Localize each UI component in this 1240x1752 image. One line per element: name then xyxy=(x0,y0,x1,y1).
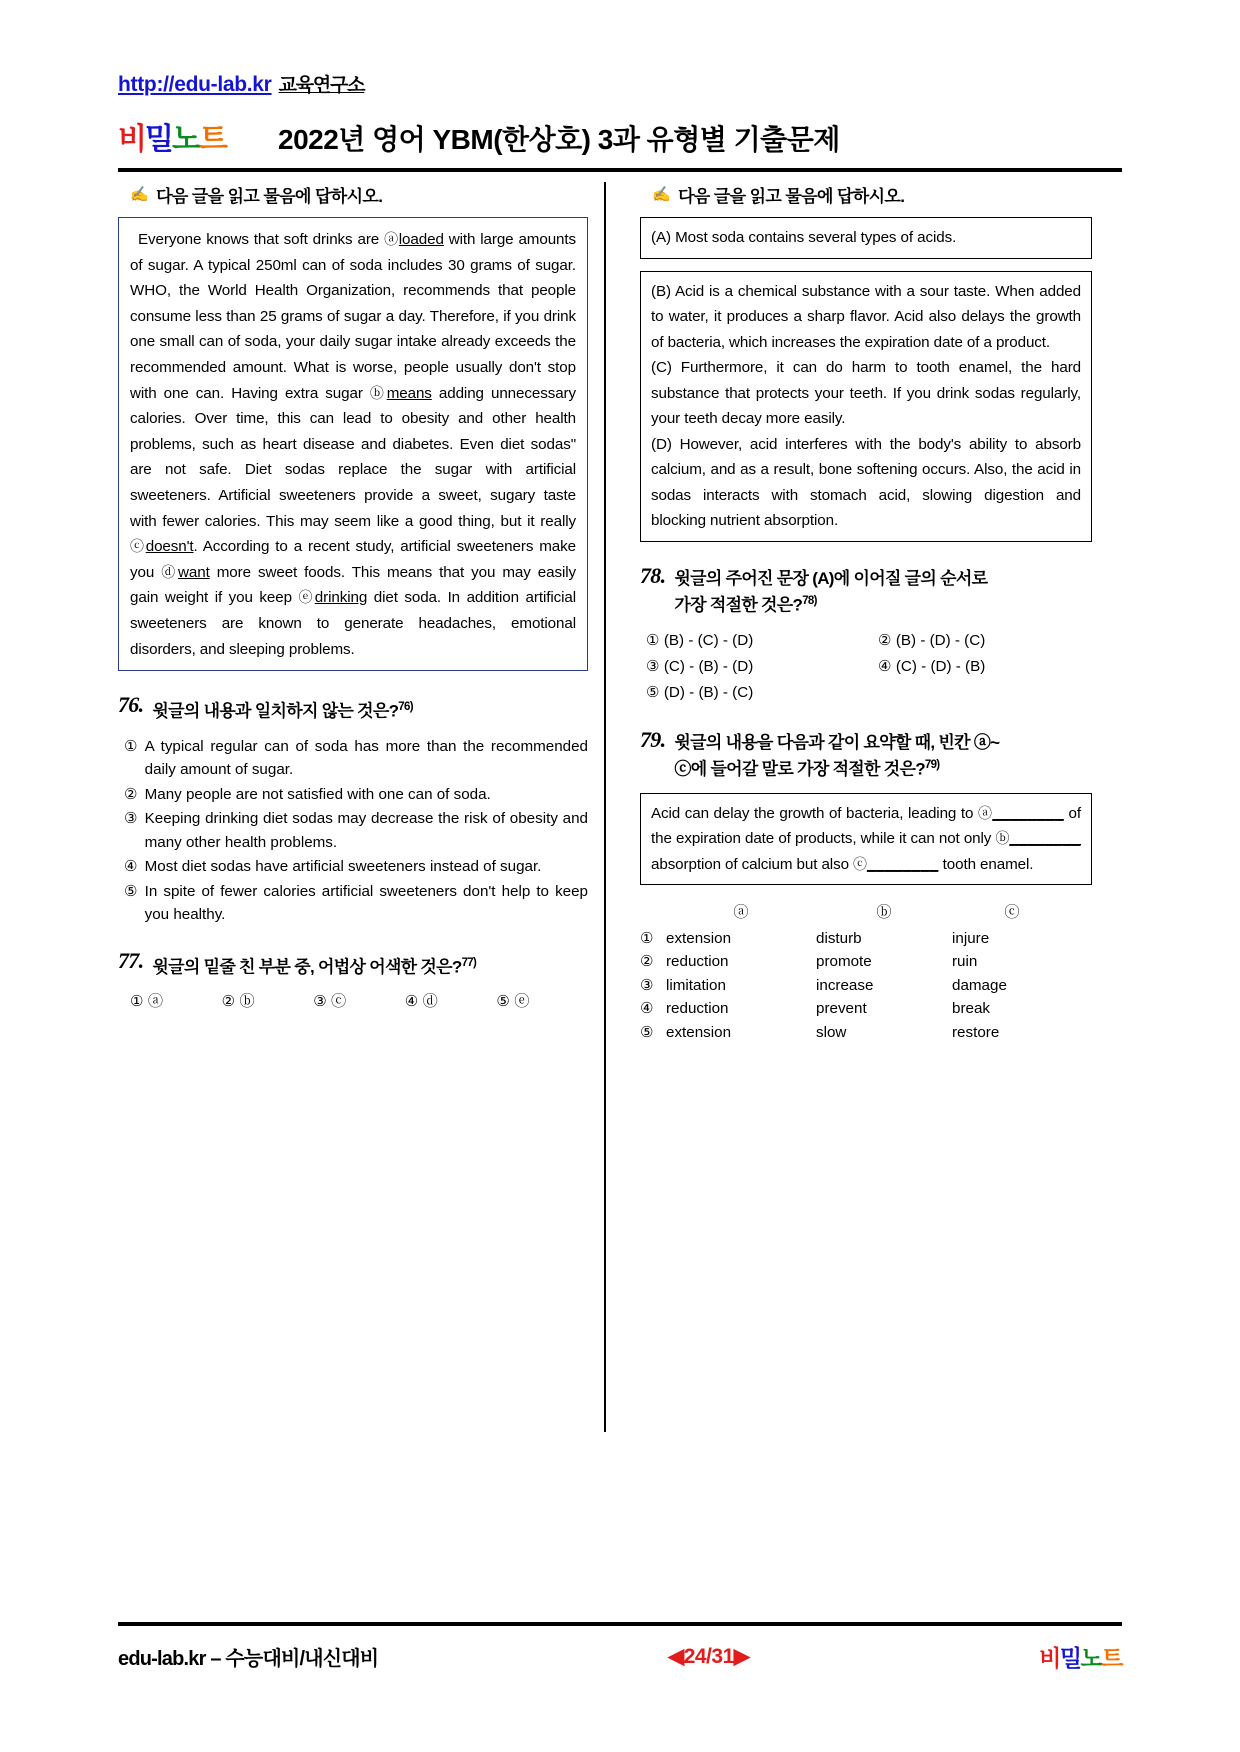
choice-item[interactable] xyxy=(496,990,588,1011)
passage-box-bcd xyxy=(640,271,1092,542)
question-79-head xyxy=(640,727,1092,781)
marker-e-icon: ⓔ xyxy=(298,589,315,606)
summary-box xyxy=(640,793,1092,886)
blank-a-marker-icon: ⓐ xyxy=(977,804,993,821)
passage-c-text: (C) Furthermore, it can do harm to tooth enamel, the hard substance that protects your teeth. If you drink sodas regularly, your teeth decay more easily. xyxy=(651,359,1081,427)
question-78-choices xyxy=(640,628,1092,706)
right-instruction xyxy=(640,182,1092,207)
choice-item[interactable] xyxy=(646,654,878,680)
choice-marker: ③ xyxy=(646,658,660,676)
question-78-number: 78. xyxy=(640,562,666,588)
question-78-text xyxy=(674,566,987,617)
column-header-b: ⓑ xyxy=(876,904,892,922)
question-79-answer-table xyxy=(640,901,1092,1044)
page-indicator: ◀24/31▶ xyxy=(668,1644,750,1668)
underlined-word-b: means xyxy=(386,384,432,402)
question-77-footnote: 77) xyxy=(461,956,477,969)
footer-rule xyxy=(118,1622,1122,1626)
passage-a-text: (A) Most soda contains several types of acids. xyxy=(651,229,957,246)
passage-seg-4: . According to a recent study, artificial sweeteners make you xyxy=(130,538,576,581)
header-rule xyxy=(118,168,1122,172)
question-77 xyxy=(118,947,588,1012)
left-instruction-text: 다음 글을 읽고 물음에 답하시오. xyxy=(156,187,383,206)
question-77-choices xyxy=(118,990,588,1011)
question-79-text xyxy=(674,730,999,781)
choice-label: ⓒ xyxy=(331,993,347,1011)
choice-marker: ② xyxy=(640,953,654,971)
marker-a-icon: ⓐ xyxy=(384,231,399,247)
right-column xyxy=(610,182,1092,1548)
choice-marker: ④ xyxy=(640,1000,654,1018)
question-78-prompt-line1: 윗글의 주어진 문장 (A)에 이어질 글의 순서로 xyxy=(674,568,988,588)
blank-c-field[interactable]: ________ xyxy=(866,855,939,873)
blank-a-field[interactable]: ________ xyxy=(992,804,1064,822)
choice-item[interactable] xyxy=(124,855,588,879)
left-passage-box xyxy=(118,217,588,671)
choice-marker: ① xyxy=(124,737,138,755)
title-line xyxy=(118,114,1122,154)
cell-c: injure xyxy=(952,929,990,947)
blank-c-marker-icon: ⓒ xyxy=(853,855,867,872)
passage-b-text: (B) Acid is a chemical substance with a sour taste. When added to water, it produces a sharp flavor. Acid also delays the growth of bacteria, which increases the expiration date of a product. xyxy=(651,282,1081,351)
brand-logo xyxy=(118,114,278,158)
brand-char-2: 밀 xyxy=(144,123,172,156)
summary-seg-2: of the expiration date of products, while it can not only xyxy=(651,804,1081,848)
blank-b-field[interactable]: ________ xyxy=(1009,830,1081,848)
question-79-prompt-line1: 윗글의 내용을 다음과 같이 요약할 때, 빈칸 ⓐ~ xyxy=(674,733,1000,753)
underlined-word-d: want xyxy=(178,563,210,581)
table-row[interactable] xyxy=(640,1021,1092,1045)
choice-marker: ① xyxy=(640,929,654,947)
choice-item[interactable] xyxy=(222,990,314,1011)
marker-d-icon: ⓓ xyxy=(161,563,179,580)
cell-c: restore xyxy=(952,1023,1000,1041)
choice-marker: ② xyxy=(878,632,892,650)
cell-c: break xyxy=(952,1000,990,1018)
choice-marker: ② xyxy=(124,785,138,803)
question-77-text xyxy=(152,951,476,979)
marker-c-icon: ⓒ xyxy=(130,538,146,555)
content-columns xyxy=(118,182,1122,1548)
question-78-footnote: 78) xyxy=(802,594,817,607)
site-url-link[interactable]: http://edu-lab.kr xyxy=(118,73,272,96)
summary-seg-4: tooth enamel. xyxy=(938,855,1034,873)
cell-b: promote xyxy=(816,953,872,971)
passage-box-a xyxy=(640,217,1092,259)
choice-item[interactable] xyxy=(124,735,588,782)
summary-seg-3: absorption of calcium but also xyxy=(651,855,854,873)
choice-label: ⓔ xyxy=(514,993,530,1011)
choice-label: ⓑ xyxy=(239,993,255,1011)
choice-label: Keeping drinking diet sodas may decrease the risk of obesity and many other health problems. xyxy=(144,810,588,851)
choice-marker: ⑤ xyxy=(124,882,138,900)
question-76-footnote: 76) xyxy=(398,701,413,714)
cell-b: slow xyxy=(816,1023,847,1041)
table-header-blank xyxy=(640,901,666,925)
table-row[interactable] xyxy=(640,997,1092,1021)
page-footer xyxy=(118,1636,1122,1676)
summary-text xyxy=(651,801,1081,878)
choice-marker: ④ xyxy=(878,658,892,676)
underlined-word-c: doesn't xyxy=(145,538,194,556)
question-79 xyxy=(640,727,1092,1044)
cell-b: disturb xyxy=(816,929,862,947)
passage-seg-3: adding unnecessary calories. Over time, this can lead to obesity and other health problems, such as heart disease and diabetes. Even diet sodas" are not safe. Diet sodas replace the sugar with artificial sweeteners. Artificial sweeteners provide a sweet, sugary taste with fewer calories. This may seem like a good thing, but it really xyxy=(130,384,576,530)
table-row[interactable] xyxy=(640,974,1092,998)
passage-seg-2: with large amounts of sugar. A typical 250ml can of soda includes 30 grams of sugar. WHO, the World Health Organization, recommends that people consume less than 25 grams of sugar a day. Therefore, if you drink one small can of soda, your daily sugar intake already exceeds the recommended amount. What is worse, people usually don't stop with one can. Having extra sugar xyxy=(130,231,577,402)
choice-label: (B) - (C) - (D) xyxy=(663,632,754,650)
choice-label: ⓐ xyxy=(147,993,164,1011)
choice-marker: ③ xyxy=(313,993,327,1011)
choice-item[interactable] xyxy=(878,628,1110,654)
pen-icon: ✍ xyxy=(130,186,149,203)
question-76-choices xyxy=(118,735,588,927)
choice-marker: ④ xyxy=(404,993,419,1011)
choice-marker: ③ xyxy=(640,976,654,994)
cell-a: reduction xyxy=(666,953,729,971)
choice-item[interactable] xyxy=(124,880,588,927)
cell-c: ruin xyxy=(952,953,978,971)
question-78-head xyxy=(640,562,1092,617)
brand-char-4: 트 xyxy=(198,123,226,156)
underlined-word-e: drinking xyxy=(314,589,368,607)
question-77-prompt: 윗글의 밑줄 친 부분 중, 어법상 어색한 것은? xyxy=(152,957,462,977)
choice-item[interactable] xyxy=(646,628,878,654)
passage-d-text: (D) However, acid interferes with the body's ability to absorb calcium, and as a result, bone softening occurs. Also, the acid in sodas interacts with stomach acid, slowing digestion and blocking nutrient absorption. xyxy=(651,435,1081,529)
table-row[interactable] xyxy=(640,927,1092,951)
choice-label: In spite of fewer calories artificial sweeteners don't help to keep you healthy. xyxy=(144,882,588,924)
footer-brand-char-3: 노 xyxy=(1080,1644,1102,1671)
choice-marker: ① xyxy=(646,632,660,650)
question-79-prompt-line2: ⓒ에 들어갈 말로 가장 적절한 것은? xyxy=(674,759,925,779)
passage-seg-1: Everyone knows that soft drinks are xyxy=(138,231,385,248)
choice-label: ⓓ xyxy=(422,993,438,1011)
question-77-number: 77. xyxy=(118,947,144,973)
underlined-word-a: loaded xyxy=(398,231,444,248)
question-76-head xyxy=(118,692,588,723)
choice-marker: ⑤ xyxy=(496,993,510,1011)
choice-item[interactable] xyxy=(405,990,497,1011)
question-76-text xyxy=(152,695,412,723)
choice-marker: ⑤ xyxy=(640,1023,654,1041)
left-column xyxy=(118,182,600,1548)
choice-marker: ① xyxy=(130,993,144,1011)
summary-seg-1: Acid can delay the growth of bacteria, leading to xyxy=(651,804,978,822)
question-76 xyxy=(118,692,588,927)
question-78-prompt-line2: 가장 적절한 것은? xyxy=(674,595,803,615)
question-78 xyxy=(640,562,1092,707)
column-divider xyxy=(604,182,606,1432)
choice-label: Many people are not satisfied with one can of soda. xyxy=(144,785,491,803)
choice-label: Most diet sodas have artificial sweeteners instead of sugar. xyxy=(144,858,542,876)
footer-brand-char-4: 트 xyxy=(1101,1644,1122,1671)
pen-icon: ✍ xyxy=(652,186,671,203)
choice-label: (B) - (D) - (C) xyxy=(895,632,986,650)
choice-marker: ③ xyxy=(124,810,138,828)
question-76-prompt: 윗글의 내용과 일치하지 않는 것은? xyxy=(152,701,399,721)
brand-char-3: 노 xyxy=(171,123,199,156)
right-instruction-text: 다음 글을 읽고 물음에 답하시오. xyxy=(678,187,905,206)
question-77-head xyxy=(118,947,588,979)
choice-label: (C) - (D) - (B) xyxy=(895,658,986,676)
choice-item[interactable] xyxy=(646,680,878,706)
choice-item[interactable] xyxy=(878,654,1110,680)
question-76-number: 76. xyxy=(118,692,144,718)
site-name-label: 교육연구소 xyxy=(278,75,365,96)
cell-b: increase xyxy=(816,976,874,994)
cell-c: damage xyxy=(952,976,1007,994)
column-header-a: ⓐ xyxy=(733,904,749,922)
left-passage-text xyxy=(130,227,576,662)
site-line xyxy=(118,70,1122,100)
page-header xyxy=(118,70,1122,154)
choice-item[interactable] xyxy=(313,990,405,1011)
choice-marker: ⑤ xyxy=(646,684,660,702)
choice-label: A typical regular can of soda has more than the recommended daily amount of sugar. xyxy=(144,737,588,779)
cell-a: reduction xyxy=(666,1000,729,1018)
document-title: 2022년 영어 YBM(한상호) 3과 유형별 기출문제 xyxy=(278,124,840,155)
question-79-number: 79. xyxy=(640,727,666,753)
column-header-c: ⓒ xyxy=(1004,904,1020,922)
choice-marker: ④ xyxy=(124,858,138,876)
footer-brand-logo xyxy=(1039,1640,1122,1673)
cell-b: prevent xyxy=(816,1000,867,1018)
choice-marker: ② xyxy=(221,993,236,1011)
table-header-row xyxy=(640,901,1092,925)
cell-a: limitation xyxy=(666,976,726,994)
marker-b-icon: ⓑ xyxy=(369,384,387,401)
footer-left-text: edu-lab.kr – 수능대비/내신대비 xyxy=(118,1647,379,1670)
cell-a: extension xyxy=(666,929,732,947)
choice-label: (C) - (B) - (D) xyxy=(663,658,754,676)
brand-char-1: 비 xyxy=(118,123,145,156)
choice-label: (D) - (B) - (C) xyxy=(663,684,754,702)
choice-item[interactable] xyxy=(124,807,588,854)
footer-brand-char-2: 밀 xyxy=(1059,1644,1081,1671)
table-row[interactable] xyxy=(640,950,1092,974)
choice-item[interactable] xyxy=(124,783,588,807)
question-79-footnote: 79) xyxy=(924,759,940,772)
choice-item[interactable] xyxy=(130,990,222,1011)
passage-seg-6: diet soda. In addition artificial sweeteners are known to generate headaches, emotional disorders, and sleeping problems. xyxy=(130,589,577,658)
cell-a: extension xyxy=(666,1023,732,1041)
left-instruction xyxy=(118,182,588,207)
passage-seg-5: more sweet foods. This means that you may easily gain weight if you keep xyxy=(130,563,576,607)
footer-brand-char-1: 비 xyxy=(1039,1644,1060,1671)
blank-b-marker-icon: ⓑ xyxy=(995,830,1010,847)
